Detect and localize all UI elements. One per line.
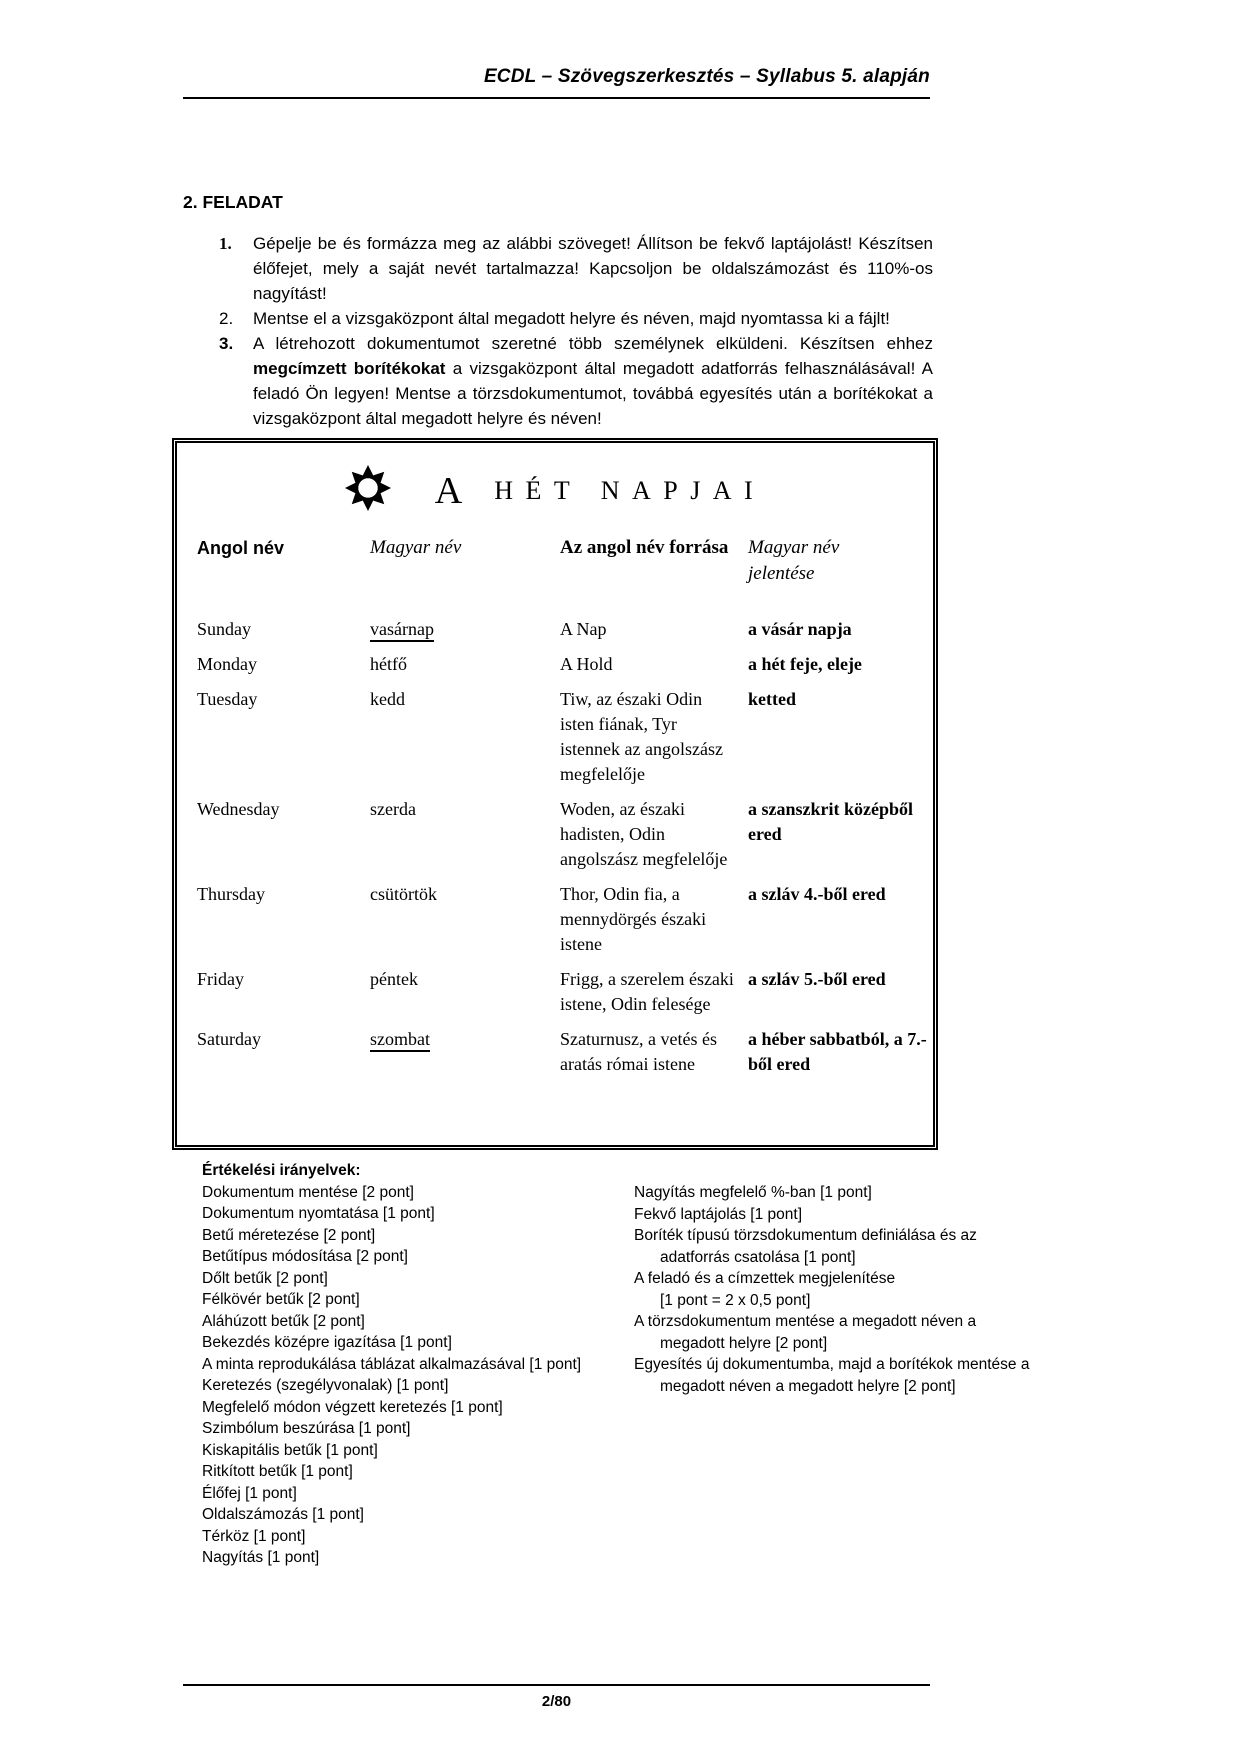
criteria-item: Kiskapitális betűk [1 pont]	[202, 1441, 378, 1459]
hungarian-word: vasárnap	[370, 619, 434, 642]
criteria-item	[634, 1182, 1054, 1204]
task-item-text-segment: A létrehozott dokumentumot szeretné több személynek elküldeni. Készítsen ehhez	[253, 334, 933, 353]
cell-meaning: ketted	[748, 689, 796, 709]
cell-meaning: a vásár napja	[748, 619, 852, 639]
cell-hungarian	[370, 687, 560, 797]
task-item	[183, 331, 933, 431]
criteria-item: Aláhúzott betűk [2 pont]	[202, 1312, 365, 1330]
criteria-item-line: Egyesítés új dokumentumba, majd a borítékok mentése a	[634, 1356, 1030, 1373]
column-header-source: Az angol név forrása	[560, 537, 729, 558]
criteria-item: Szimbólum beszúrása [1 pont]	[202, 1420, 411, 1437]
criteria-right-list	[634, 1182, 1054, 1397]
task-item-text-bold-segment: megcímzett borítékokat	[253, 359, 446, 378]
criteria-item: Megfelelő módon végzett keretezés [1 pont]	[202, 1398, 503, 1416]
criteria-item: Bekezdés középre igazítása [1 pont]	[202, 1334, 452, 1351]
cell-hungarian	[370, 652, 560, 687]
page-footer	[183, 1684, 930, 1710]
days-table-body	[177, 617, 933, 1087]
criteria-item: A minta reprodukálása táblázat alkalmazásával [1 pont]	[202, 1355, 582, 1373]
task-section	[183, 192, 933, 431]
task-heading: 2. FELADAT	[183, 192, 283, 212]
table-row	[177, 797, 933, 882]
cell-meaning: a szláv 5.-ből ered	[748, 969, 886, 989]
cell-source: Szaturnusz, a vetés és aratás római istene	[560, 1029, 717, 1074]
criteria-item: Dőlt betűk [2 pont]	[202, 1269, 328, 1287]
cell-english: Wednesday	[197, 799, 280, 819]
page-number: 2/80	[541, 1693, 572, 1710]
cell-source: Frigg, a szerelem északi istene, Odin felesége	[560, 969, 734, 1014]
criteria-item: Oldalszámozás [1 pont]	[202, 1506, 364, 1523]
cell-english: Tuesday	[197, 689, 258, 709]
criteria-item-line: A feladó és a címzettek megjelenítése	[634, 1270, 896, 1287]
days-table	[177, 535, 933, 1087]
hungarian-word: csütörtök	[370, 884, 437, 904]
column-header-english: Angol név	[197, 538, 285, 558]
task-item-text-segment: a vizsgaközpont által megadott adatforrás felhasználásával! A feladó Ön legyen! Mentse a törzsdokumentumot, továbbá egyesítés után a borítékokat a vizsgaközpont által megadott helyre és néven!	[253, 359, 933, 428]
task-item-number: 1.	[219, 234, 232, 253]
criteria-item	[634, 1204, 1054, 1226]
days-table-frame	[172, 438, 938, 1150]
column-header-meaning: Magyar név jelentése	[748, 537, 840, 584]
task-item-number: 3.	[219, 334, 234, 353]
task-item	[183, 231, 933, 306]
cell-meaning: a szanszkrit középből ered	[748, 799, 914, 844]
task-item-number: 2.	[219, 309, 234, 328]
task-item-text	[253, 331, 933, 431]
criteria-item: Dokumentum nyomtatása [1 pont]	[202, 1205, 435, 1222]
criteria-item: Félkövér betűk [2 pont]	[202, 1291, 360, 1308]
header-title: ECDL – Szövegszerkesztés – Syllabus 5. alapján	[483, 66, 930, 87]
table-row	[177, 617, 933, 652]
criteria-item-line: Nagyítás megfelelő %-ban [1 pont]	[634, 1184, 872, 1201]
criteria-item: Keretezés (szegélyvonalak) [1 pont]	[202, 1377, 449, 1394]
cell-hungarian	[370, 882, 560, 967]
criteria-item-line: Boríték típusú törzsdokumentum definiálása és az	[634, 1227, 977, 1244]
criteria-section	[202, 1160, 1062, 1569]
criteria-left-list	[202, 1182, 634, 1569]
page-header	[183, 66, 930, 99]
hungarian-word: péntek	[370, 969, 418, 989]
criteria-item: Térköz [1 pont]	[202, 1527, 306, 1545]
criteria-item	[634, 1225, 1054, 1268]
task-item	[183, 306, 933, 331]
criteria-item: Ritkított betűk [1 pont]	[202, 1463, 353, 1480]
cell-source: Thor, Odin fia, a mennydörgés északi istene	[560, 884, 707, 954]
cell-source: Woden, az északi hadisten, Odin angolszász megfelelője	[560, 799, 728, 869]
criteria-item	[634, 1354, 1054, 1397]
cell-source: Tiw, az északi Odin isten fiának, Tyr istennek az angolszász megfelelője	[560, 689, 723, 784]
column-header-hungarian: Magyar név	[370, 537, 462, 558]
cell-meaning: a szláv 4.-ből ered	[748, 884, 886, 904]
cell-english: Sunday	[197, 619, 251, 639]
cell-english: Thursday	[197, 884, 265, 904]
criteria-item: Betűtípus módosítása [2 pont]	[202, 1248, 408, 1265]
task-item-text: Gépelje be és formázza meg az alábbi szöveget! Állítson be fekvő laptájolást! Készítsen élőfejet, mely a saját nevét tartalmazza! Kapcsoljon be oldalszámozást és 110%-os nagyítást!	[253, 234, 933, 303]
sun-icon	[345, 465, 391, 516]
cell-english: Friday	[197, 969, 244, 989]
cell-hungarian	[370, 1027, 560, 1087]
criteria-right-column	[634, 1182, 1054, 1569]
criteria-item-line: megadott néven a megadott helyre [2 pont]	[660, 1377, 956, 1395]
hungarian-word: hétfő	[370, 654, 407, 674]
hungarian-word: szerda	[370, 799, 416, 819]
table-row	[177, 882, 933, 967]
cell-source: A Hold	[560, 654, 613, 674]
hungarian-word: szombat	[370, 1029, 430, 1052]
table-title-text: HÉT NAPJAI	[494, 475, 766, 505]
table-row	[177, 687, 933, 797]
criteria-item-line: Fekvő laptájolás [1 pont]	[634, 1205, 803, 1223]
criteria-item: Nagyítás [1 pont]	[202, 1549, 320, 1566]
cell-meaning: a héber sabbatból, a 7.-ből ered	[748, 1029, 927, 1074]
table-row	[177, 1027, 933, 1087]
table-row	[177, 967, 933, 1027]
cell-meaning: a hét feje, eleje	[748, 654, 862, 674]
cell-english: Monday	[197, 654, 257, 674]
criteria-item: Betű méretezése [2 pont]	[202, 1226, 376, 1244]
criteria-item	[634, 1268, 1054, 1311]
table-row	[177, 652, 933, 687]
criteria-item-line: megadott helyre [2 pont]	[660, 1334, 828, 1352]
cell-hungarian	[370, 617, 560, 652]
task-item-text: Mentse el a vizsgaközpont által megadott helyre és néven, majd nyomtassa ki a fájlt!	[253, 309, 890, 328]
criteria-item-line: A törzsdokumentum mentése a megadott néven a	[634, 1313, 977, 1330]
criteria-item	[634, 1311, 1054, 1354]
table-title	[177, 465, 933, 521]
criteria-left-column	[202, 1160, 634, 1569]
cell-english: Saturday	[197, 1029, 261, 1049]
hungarian-word: kedd	[370, 689, 405, 709]
cell-hungarian	[370, 967, 560, 1027]
criteria-item-line: [1 pont = 2 x 0,5 pont]	[660, 1291, 811, 1309]
table-title-initial: A	[434, 469, 463, 512]
criteria-heading: Értékelési irányelvek:	[202, 1162, 361, 1179]
criteria-item: Dokumentum mentése [2 pont]	[202, 1183, 414, 1201]
cell-hungarian	[370, 797, 560, 882]
table-header-row	[177, 535, 933, 617]
criteria-item: Élőfej [1 pont]	[202, 1484, 297, 1502]
cell-source: A Nap	[560, 619, 607, 639]
criteria-item-line: adatforrás csatolása [1 pont]	[660, 1248, 856, 1266]
